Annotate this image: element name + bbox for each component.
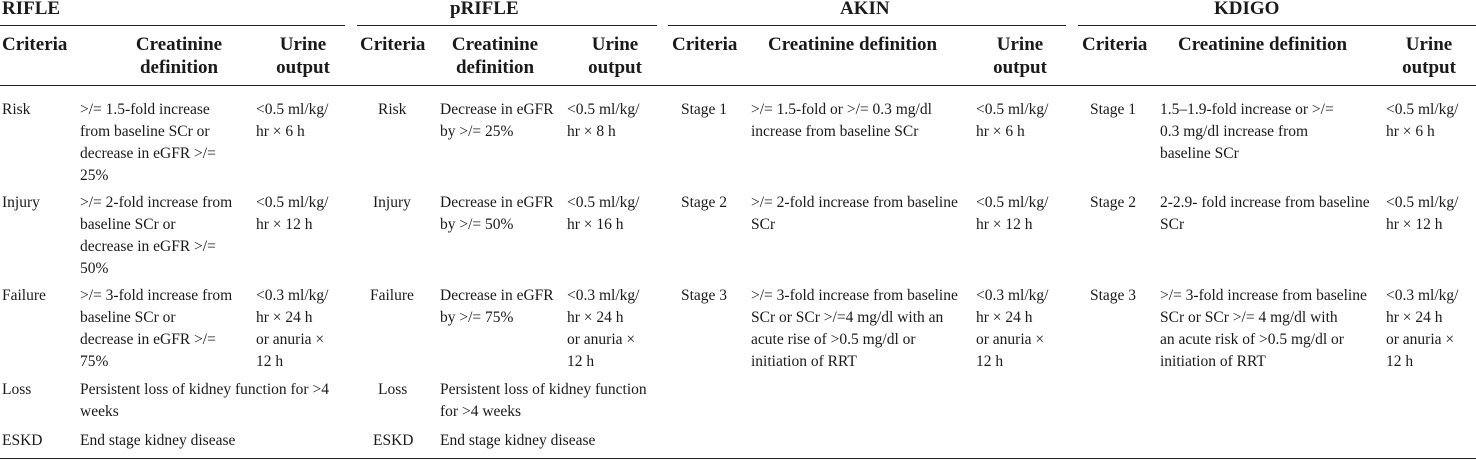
prifle-urine-risk: <0.5 ml/kg/ hr × 8 h [567, 101, 640, 140]
akin-urine-stage-2: <0.5 ml/kg/ hr × 12 h [976, 194, 1049, 233]
akin-creatinine-stage-1: >/= 1.5-fold or >/= 0.3 mg/dl increase from baseline SCr [751, 101, 932, 140]
prifle-criteria-risk: Risk [378, 101, 407, 118]
prifle-creatinine-risk: Decrease in eGFR by >/= 25% [440, 101, 554, 140]
rifle-criteria-injury: Injury [2, 194, 40, 211]
rifle-definition-loss: Persistent loss of kidney function for >4 weeks [80, 381, 329, 420]
rifle-urine-risk: <0.5 ml/kg/ hr × 6 h [256, 101, 329, 140]
akin-criteria-stage-1: Stage 1 [681, 101, 728, 118]
prifle-criteria-injury: Injury [373, 194, 411, 211]
kdigo-criteria-stage-2: Stage 2 [1090, 194, 1137, 211]
kdigo-criteria-stage-3: Stage 3 [1090, 287, 1137, 304]
akin-urine-stage-3: <0.3 ml/kg/ hr × 24 h or anuria × 12 h [976, 287, 1049, 370]
kdigo-urine-stage-1: <0.5 ml/kg/ hr × 6 h [1386, 101, 1459, 140]
prifle-criteria-loss: Loss [378, 381, 408, 398]
prifle-definition-loss: Persistent loss of kidney function for >4 weeks [440, 381, 647, 420]
kdigo-creatinine-stage-1: 1.5–1.9-fold increase or >/= 0.3 mg/dl increase from baseline SCr [1160, 101, 1334, 162]
prifle-urine-injury: <0.5 ml/kg/ hr × 16 h [567, 194, 640, 233]
kdigo-creatinine-stage-2: 2-2.9- fold increase from baseline SCr [1160, 194, 1370, 233]
header-creatinine: Creatinine definition [768, 34, 938, 55]
prifle-criteria-failure: Failure [370, 287, 414, 304]
akin-creatinine-stage-3: >/= 3-fold increase from baseline SCr or SCr >/=4 mg/dl with an acute rise of >0.5 mg/dl or initiation of RRT [751, 287, 958, 370]
kdigo-creatinine-stage-3: >/= 3-fold increase from baseline SCr or SCr >/= 4 mg/dl with an acute risk of >0.5 mg/dl or initiation of RRT [1160, 287, 1367, 370]
rifle-criteria-risk: Risk [2, 101, 31, 118]
rifle-urine-injury: <0.5 ml/kg/ hr × 12 h [256, 194, 329, 233]
section-title-rifle: RIFLE [2, 0, 61, 19]
section-title-akin: AKIN [840, 0, 890, 19]
header-rule [0, 85, 1476, 86]
akin-criteria-stage-3: Stage 3 [681, 287, 728, 304]
prifle-creatinine-injury: Decrease in eGFR by >/= 50% [440, 194, 554, 233]
header-criteria: Criteria [360, 34, 426, 55]
kdigo-urine-stage-3: <0.3 ml/kg/ hr × 24 h or anuria × 12 h [1386, 287, 1459, 370]
rifle-definition-eskd: End stage kidney disease [80, 432, 236, 449]
header-criteria: Criteria [1082, 34, 1148, 55]
header-creatinine: Creatinine definition [1178, 34, 1348, 55]
rifle-criteria-loss: Loss [2, 381, 32, 398]
akin-urine-stage-1: <0.5 ml/kg/ hr × 6 h [976, 101, 1049, 140]
section-title-prifle: pRIFLE [450, 0, 519, 19]
prifle-urine-failure: <0.3 ml/kg/ hr × 24 h or anuria × 12 h [567, 287, 640, 370]
section-title-kdigo: KDIGO [1214, 0, 1280, 19]
header-creatinine: Creatinine definition [451, 34, 539, 78]
rifle-criteria-failure: Failure [2, 287, 46, 304]
prifle-definition-eskd: End stage kidney disease [440, 432, 596, 449]
header-urine: Urine output [993, 34, 1047, 78]
prifle-criteria-eskd: ESKD [373, 432, 414, 449]
header-urine: Urine output [588, 34, 642, 78]
kdigo-urine-stage-2: <0.5 ml/kg/ hr × 12 h [1386, 194, 1459, 233]
header-creatinine: Creatinine definition [135, 34, 223, 78]
kdigo-criteria-stage-1: Stage 1 [1090, 101, 1137, 118]
section-rule-akin [668, 25, 1066, 26]
prifle-creatinine-failure: Decrease in eGFR by >/= 75% [440, 287, 554, 326]
akin-criteria-stage-2: Stage 2 [681, 194, 728, 211]
rifle-urine-failure: <0.3 ml/kg/ hr × 24 h or anuria × 12 h [256, 287, 329, 370]
section-rule-rifle [0, 25, 345, 26]
rifle-creatinine-injury: >/= 2-fold increase from baseline SCr or decrease in eGFR >/= 50% [80, 194, 233, 277]
header-urine: Urine output [1402, 34, 1456, 78]
header-criteria: Criteria [2, 34, 68, 55]
header-urine: Urine output [276, 34, 330, 78]
rifle-creatinine-failure: >/= 3-fold increase from baseline SCr or decrease in eGFR >/= 75% [80, 287, 233, 370]
section-rule-prifle [357, 25, 657, 26]
rifle-creatinine-risk: >/= 1.5-fold increase from baseline SCr or decrease in eGFR >/= 25% [80, 101, 216, 184]
section-rule-kdigo [1078, 25, 1476, 26]
rifle-criteria-eskd: ESKD [2, 432, 43, 449]
header-criteria: Criteria [672, 34, 738, 55]
bottom-rule [0, 458, 1476, 459]
akin-creatinine-stage-2: >/= 2-fold increase from baseline SCr [751, 194, 958, 233]
